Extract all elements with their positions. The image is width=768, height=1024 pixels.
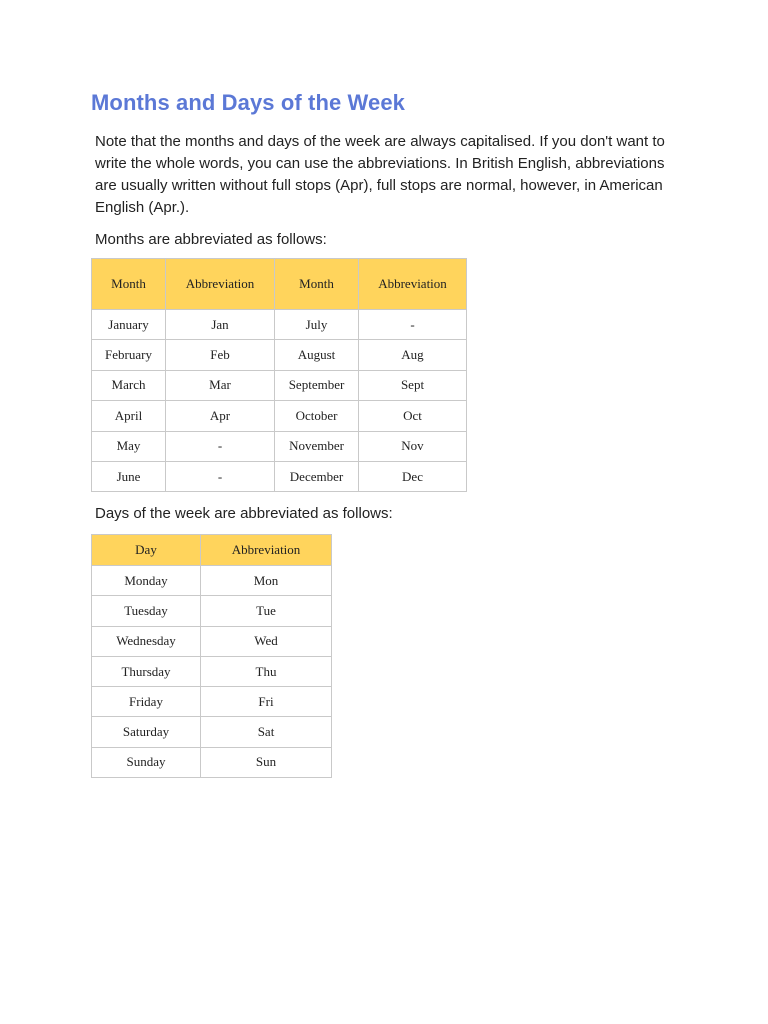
table-row: [92, 431, 467, 461]
months-table: [91, 258, 467, 492]
header-month: Month: [92, 259, 166, 310]
abbreviation-cell: Mar: [166, 370, 275, 400]
days-header-row: [92, 535, 332, 566]
months-header-row: [92, 259, 467, 310]
table-row: [92, 566, 332, 596]
month-cell: November: [275, 431, 359, 461]
abbreviation-cell: -: [166, 461, 275, 491]
page-title: Months and Days of the Week: [91, 90, 406, 115]
day-cell: Thursday: [92, 656, 201, 686]
abbreviation-cell: Aug: [359, 340, 467, 370]
day-cell: Friday: [92, 687, 201, 717]
abbreviation-cell: Tue: [201, 596, 332, 626]
abbreviation-cell: Nov: [359, 431, 467, 461]
month-cell: December: [275, 461, 359, 491]
abbreviation-cell: -: [166, 431, 275, 461]
table-row: [92, 401, 467, 431]
table-row: [92, 370, 467, 400]
day-cell: Monday: [92, 566, 201, 596]
day-cell: Wednesday: [92, 626, 201, 656]
abbreviation-cell: Fri: [201, 687, 332, 717]
days-lead-text: Days of the week are abbreviated as follows:: [95, 505, 393, 522]
abbreviation-cell: Sept: [359, 370, 467, 400]
days-table: [91, 534, 332, 778]
month-cell: October: [275, 401, 359, 431]
abbreviation-cell: Thu: [201, 656, 332, 686]
abbreviation-cell: Wed: [201, 626, 332, 656]
table-row: [92, 310, 467, 340]
abbreviation-cell: -: [359, 310, 467, 340]
abbreviation-cell: Sat: [201, 717, 332, 747]
abbreviation-cell: Mon: [201, 566, 332, 596]
month-cell: April: [92, 401, 166, 431]
table-row: [92, 687, 332, 717]
table-row: [92, 340, 467, 370]
header-abbreviation: Abbreviation: [201, 535, 332, 566]
abbreviation-cell: Sun: [201, 747, 332, 777]
months-lead-text: Months are abbreviated as follows:: [95, 231, 327, 248]
table-row: [92, 747, 332, 777]
header-month: Month: [275, 259, 359, 310]
day-cell: Saturday: [92, 717, 201, 747]
table-row: [92, 596, 332, 626]
month-cell: August: [275, 340, 359, 370]
month-cell: March: [92, 370, 166, 400]
abbreviation-cell: Apr: [166, 401, 275, 431]
month-cell: May: [92, 431, 166, 461]
header-day: Day: [92, 535, 201, 566]
month-cell: June: [92, 461, 166, 491]
table-row: [92, 626, 332, 656]
month-cell: February: [92, 340, 166, 370]
day-cell: Tuesday: [92, 596, 201, 626]
abbreviation-cell: Dec: [359, 461, 467, 491]
day-cell: Sunday: [92, 747, 201, 777]
table-row: [92, 656, 332, 686]
month-cell: January: [92, 310, 166, 340]
header-abbreviation: Abbreviation: [166, 259, 275, 310]
table-row: [92, 461, 467, 491]
month-cell: July: [275, 310, 359, 340]
header-abbreviation: Abbreviation: [359, 259, 467, 310]
abbreviation-cell: Jan: [166, 310, 275, 340]
month-cell: September: [275, 370, 359, 400]
abbreviation-cell: Feb: [166, 340, 275, 370]
intro-paragraph: Note that the months and days of the week are always capitalised. If you don't want to write the whole words, you can use the abbreviations. In British English, abbreviations are usually written without full stops (Apr), full stops are normal, however, in American English (Apr.).: [95, 133, 665, 216]
abbreviation-cell: Oct: [359, 401, 467, 431]
table-row: [92, 717, 332, 747]
